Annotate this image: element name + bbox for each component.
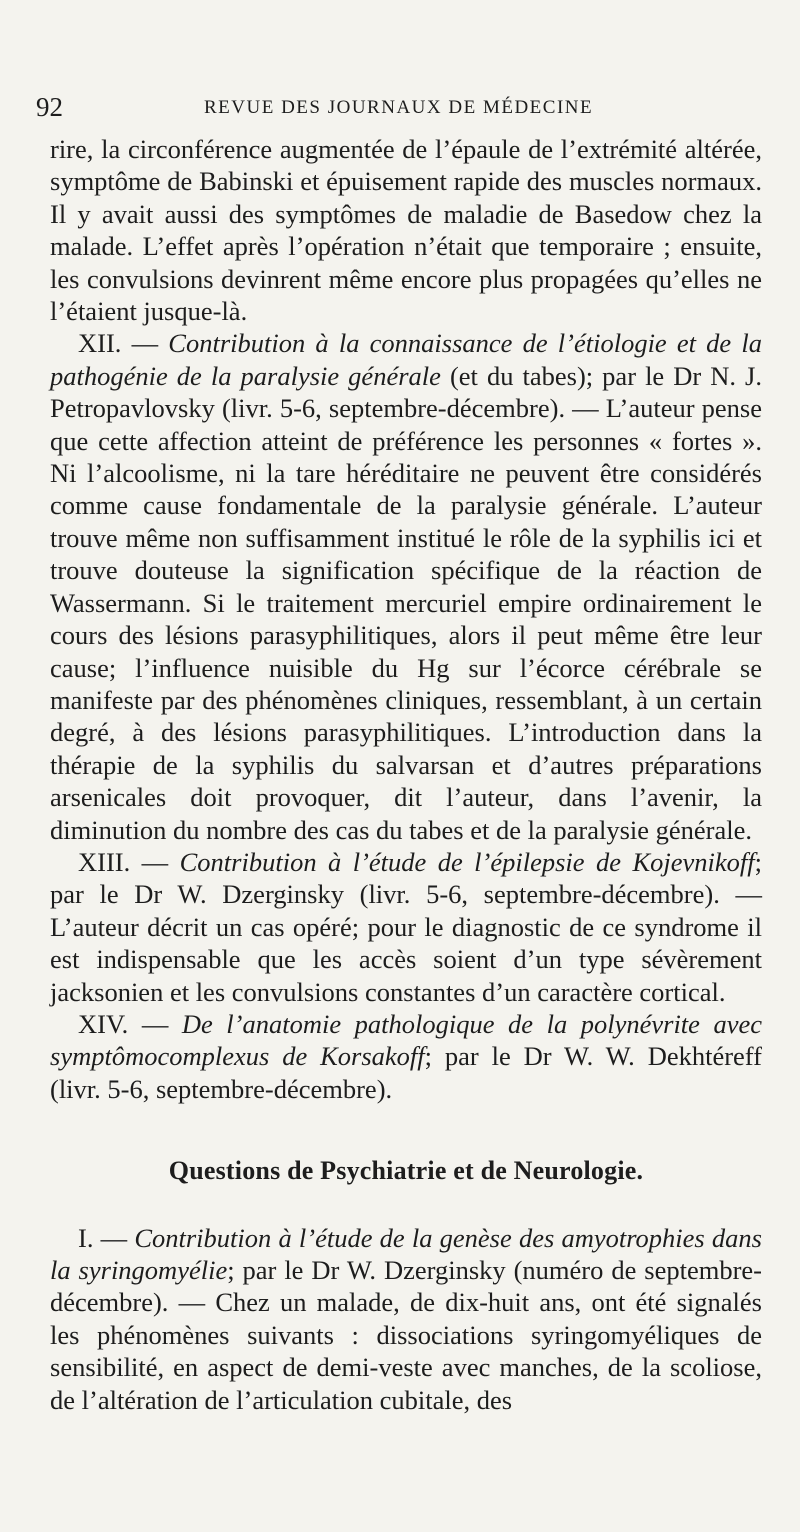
page-header: [36, 92, 760, 126]
article-title: De l’anatomie pathologique de la polynévrite avec symptômocomplexus de Korsakoff: [50, 1008, 762, 1072]
paragraph-continuation: rire, la circonférence augmentée de l’épaule de l’extrémité altérée, symptôme de Babinski et épuisement rapide des muscles normaux. Il y avait aussi des symptômes de maladie de Basedow chez la malade. L’effet après l’opération n’était que temporaire ; ensuite, les convulsions devinrent même encore plus propagées qu’elles ne l’étaient jusque-là.: [50, 134, 762, 327]
article-title: Contribution à l’étude de l’épilepsie de Kojevnikoff: [179, 846, 755, 877]
paragraph-xiii: XIII. — Contribution à l’étude de l’épilepsie de Kojevnikoff; par le Dr W. Dzerginsky (livr. 5-6, septembre-décembre). — L’auteur décrit un cas opéré; pour le diagnostic de ce syndrome il est indispensable que les accès soient d’un type sévèrement jacksonien et les convulsions constantes d’un caractère cortical.: [50, 846, 762, 1007]
paragraph-i: I. — Contribution à l’étude de la genèse des amyotrophies dans la syringomyélie; par le Dr W. Dzerginsky (numéro de septembre-décembre). — Chez un malade, de dix-huit ans, ont été signalés les phénomènes suivants : dissociations syringomyéliques de sensibilité, en aspect de demi-veste avec manches, de la scoliose, de l’altération de l’articulation cubitale, des: [50, 1222, 763, 1415]
article-title: Contribution à la connaissance de l’étiologie et de la pathogénie de la paralysie générale: [50, 328, 762, 391]
article-title: Contribution à l’étude de la genèse des amyotrophies dans la syringomyélie: [50, 1222, 762, 1285]
section-heading: Questions de Psychiatrie et de Neurologie.: [168, 1156, 644, 1186]
running-title: REVUE DES JOURNAUX DE MÉDECINE: [204, 97, 594, 118]
body-text: [50, 133, 762, 1416]
paragraph-xii: XII. — Contribution à la connaissance de l’étiologie et de la pathogénie de la paralysie générale (et du tabes); par le Dr N. J. Petropavlovsky (livr. 5-6, septembre-décembre). — L’auteur pense que cette affection atteint de préférence les personnes « fortes ». Ni l’alcoolisme, ni la tare héréditaire ne peuvent être considérés comme cause fondamentale de la paralysie générale. L’auteur trouve même non suffisamment institué le rôle de la syphilis ici et trouve douteuse la signification spécifique de la réaction de Wassermann. Si le traitement mercuriel empire ordinairement le cours des lésions parasyphilitiques, alors il peut même être leur cause; l’influence nuisible du Hg sur l’écorce cérébrale se manifeste par des phénomènes cliniques, ressemblant, à un certain degré, à des lésions parasyphilitiques. L’introduction dans la thérapie de la syphilis du salvarsan et d’autres préparations arsenicales doit provoquer, dit l’auteur, dans l’avenir, la diminution du nombre des cas du tabes et de la paralysie générale.: [50, 328, 762, 845]
page-number: 92: [36, 92, 63, 122]
paragraph-xiv: XIV. — De l’anatomie pathologique de la polynévrite avec symptômocomplexus de Korsakoff; par le Dr W. W. Dekhtéreff (livr. 5-6, septembre-décembre).: [50, 1008, 762, 1104]
